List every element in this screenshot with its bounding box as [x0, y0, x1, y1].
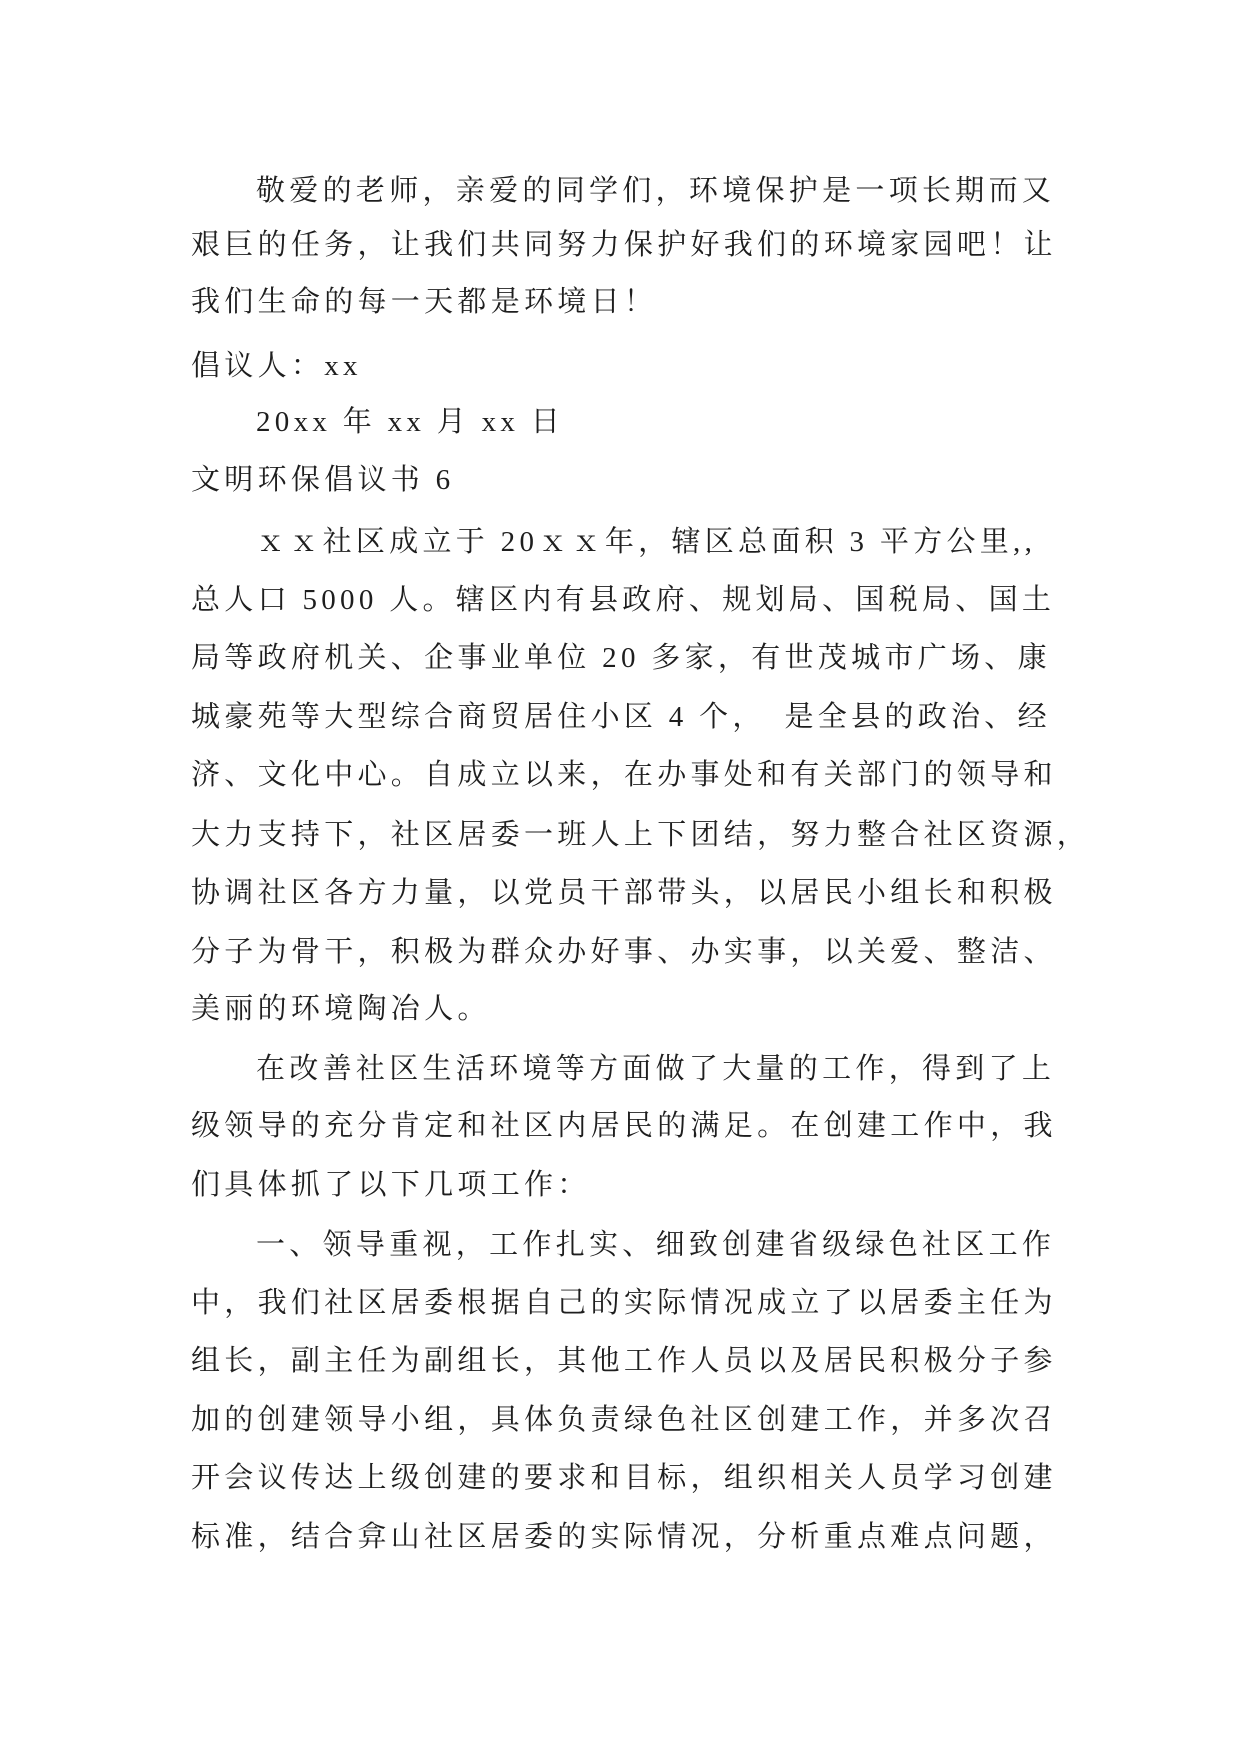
paragraph-1-line: 总人口 5000 人。辖区内有县政府、规划局、国税局、国土	[191, 584, 1056, 616]
paragraph-1-line: 济、文化中心。自成立以来，在办事处和有关部门的领导和	[191, 759, 1057, 791]
paragraph-3-line: 中，我们社区居委根据自己的实际情况成立了以居委主任为	[191, 1287, 1057, 1319]
paragraph-1-line: 美丽的环境陶冶人。	[191, 993, 491, 1025]
closing-paragraph-line: 我们生命的每一天都是环境日！	[191, 286, 658, 318]
paragraph-3-line: 开会议传达上级创建的要求和目标，组织相关人员学习创建	[191, 1462, 1057, 1494]
paragraph-2-line: 们具体抓了以下几项工作：	[191, 1169, 591, 1201]
paragraph-3-line: 组长，副主任为副组长，其他工作人员以及居民积极分子参	[191, 1345, 1057, 1377]
closing-paragraph-line: 敬爱的老师，亲爱的同学们，环境保护是一项长期而又	[256, 175, 1056, 207]
paragraph-1-line: 协调社区各方力量，以党员干部带头，以居民小组长和积极	[191, 877, 1057, 909]
paragraph-2-line: 级领导的充分肯定和社区内居民的满足。在创建工作中，我	[191, 1110, 1057, 1142]
paragraph-3-line: 标准，结合弇山社区居委的实际情况，分析重点难点问题，	[191, 1521, 1057, 1553]
paragraph-1-line: 局等政府机关、企事业单位 20 多家，有世茂城市广场、康	[191, 642, 1051, 674]
signatory: 倡议人：xx	[191, 350, 362, 382]
paragraph-2-line: 在改善社区生活环境等方面做了大量的工作，得到了上	[256, 1053, 1056, 1085]
paragraph-3-line: 一、领导重视，工作扎实、细致创建省级绿色社区工作	[256, 1229, 1056, 1261]
paragraph-1-line: 大力支持下，社区居委一班人上下团结，努力整合社区资源，	[191, 819, 1091, 851]
paragraph-1-line: 分子为骨干，积极为群众办好事、办实事，以关爱、整洁、	[191, 936, 1057, 968]
section-title: 文明环保倡议书 6	[191, 464, 455, 496]
paragraph-1-line: 城豪苑等大型综合商贸居住小区 4 个， 是全县的政治、经	[191, 701, 1051, 733]
closing-paragraph-line: 艰巨的任务，让我们共同努力保护好我们的环境家园吧！让	[191, 229, 1057, 261]
paragraph-1-line: ｘｘ社区成立于 20ｘｘ年，辖区总面积 3 平方公里,,	[256, 526, 1037, 558]
paragraph-3-line: 加的创建领导小组，具体负责绿色社区创建工作，并多次召	[191, 1404, 1057, 1436]
date-line: 20xx 年 xx 月 xx 日	[256, 406, 565, 438]
